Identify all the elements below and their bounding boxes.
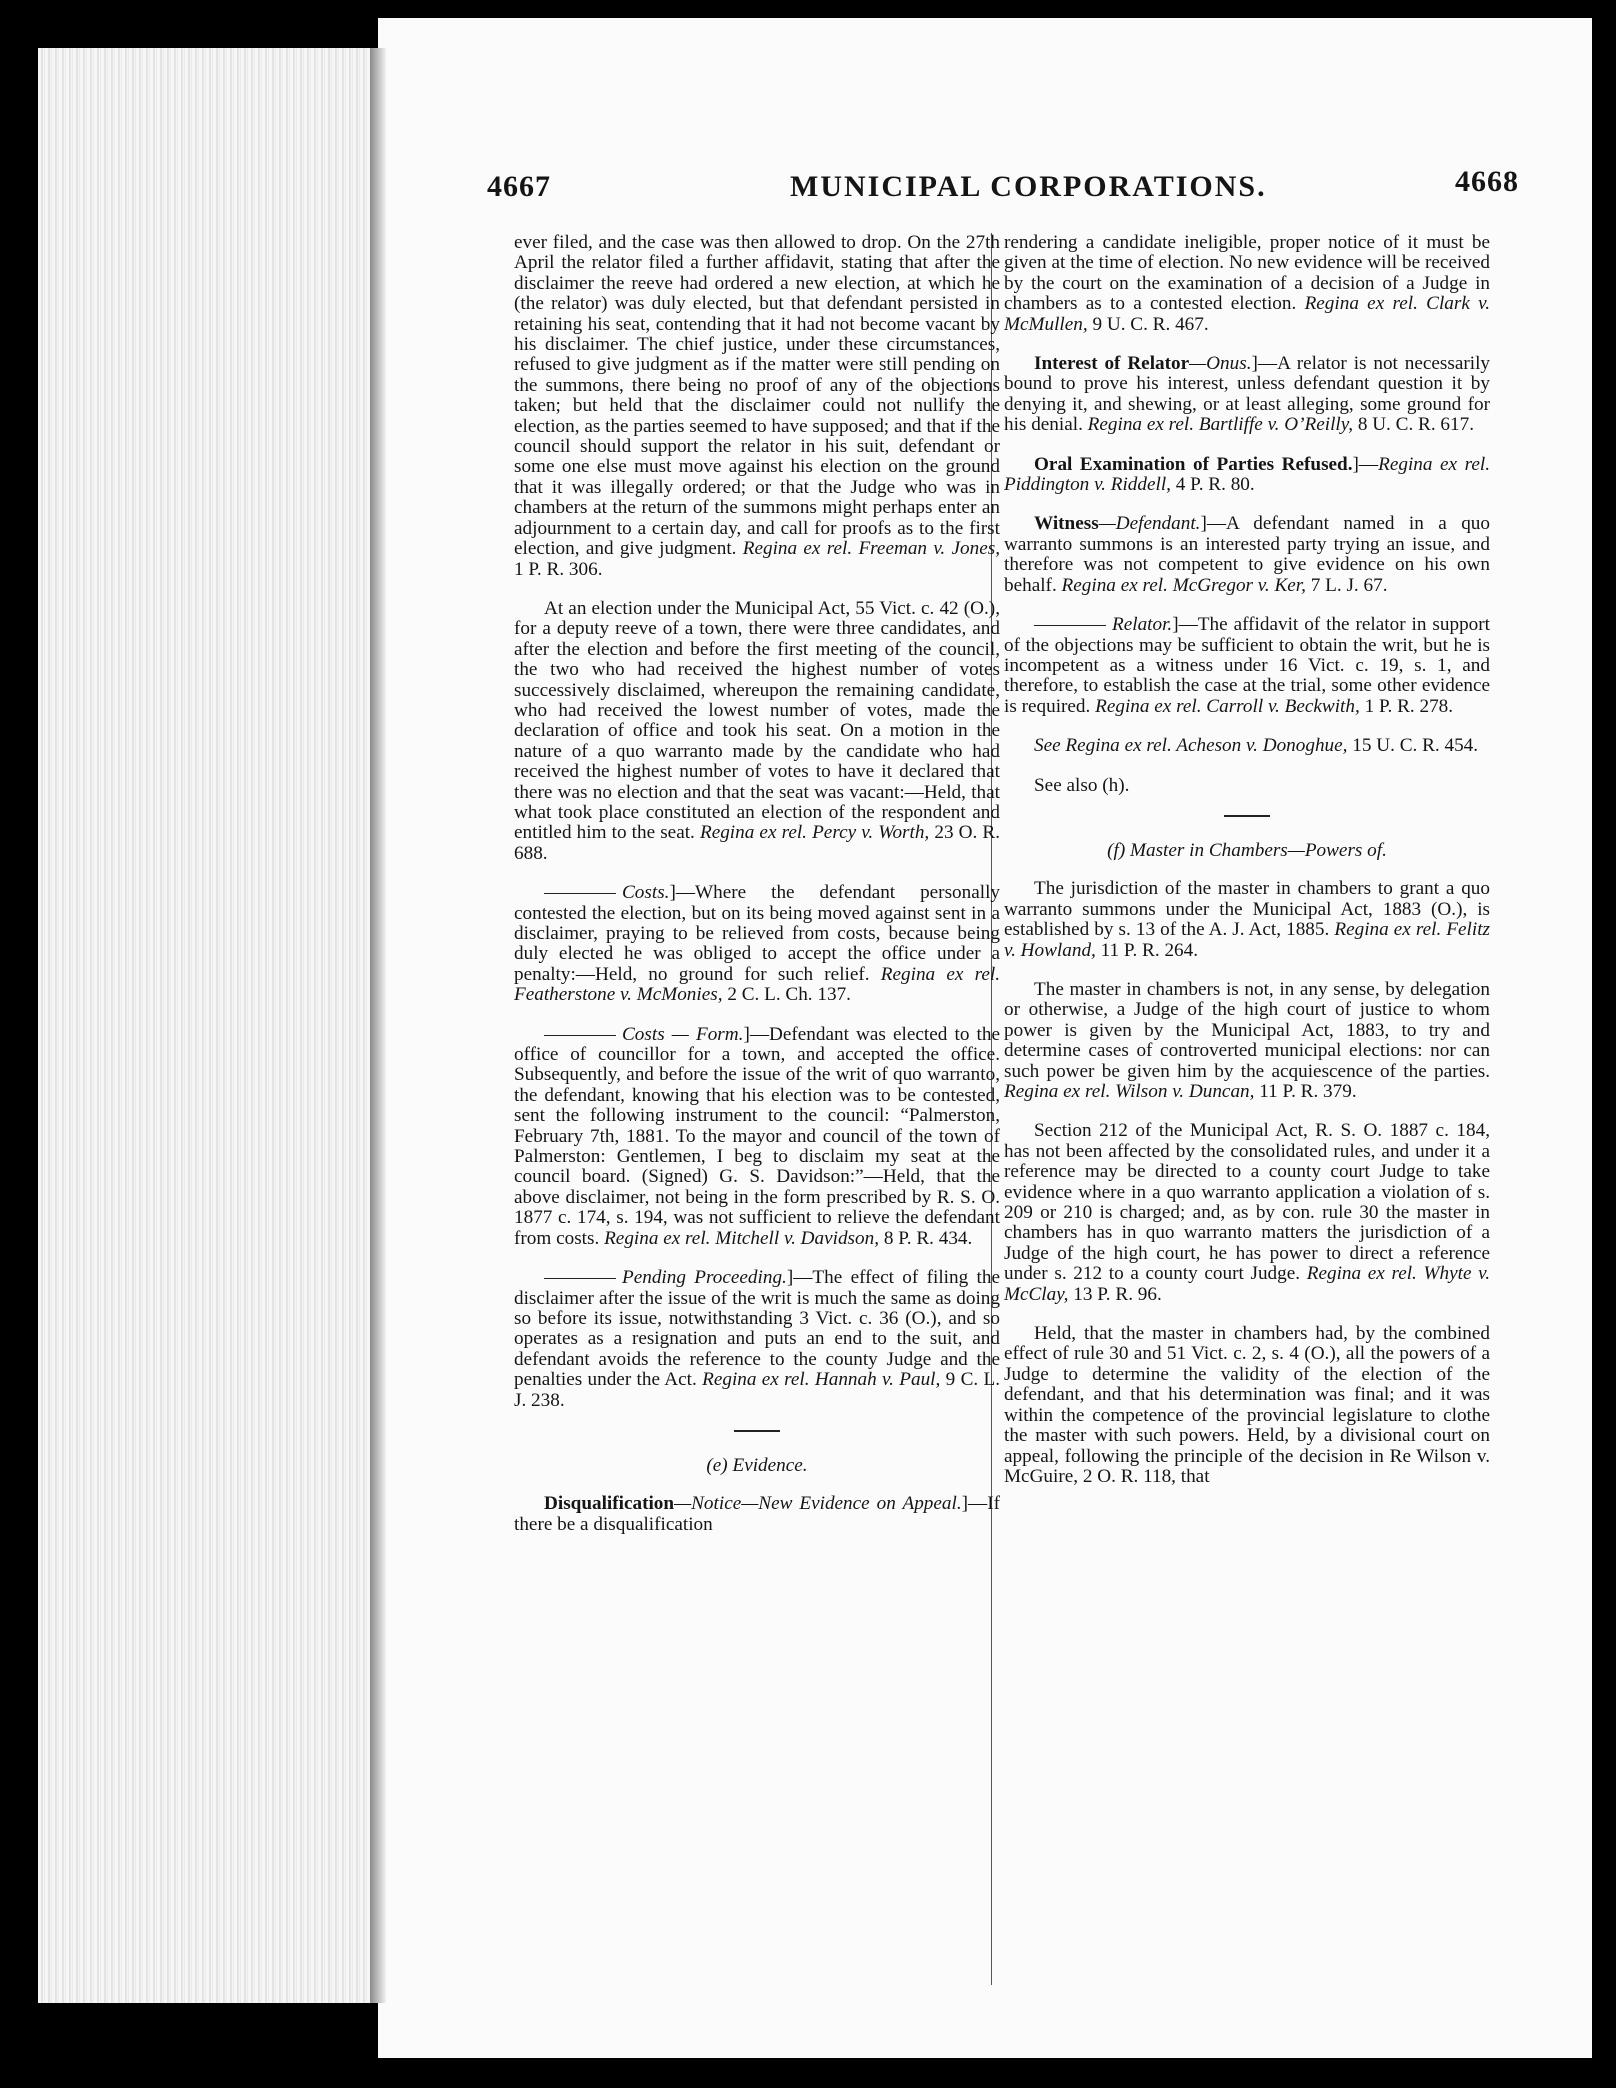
sub-heading: —Onus. [1189,353,1252,375]
citation: Regina ex rel. Bartliffe v. O’Reilly, [1087,414,1354,436]
sub-heading: Relator. [1112,614,1173,636]
page-number-left: 4667 [487,170,551,203]
ditto-dash [1034,625,1106,626]
paragraph [1004,233,1490,335]
cross-reference: See also (h). [1034,774,1130,796]
paragraph [514,883,1000,1005]
citation: Regina ex rel. Whyte v. McClay, [1004,1263,1490,1305]
left-column [514,233,1000,1988]
citation: Regina ex rel. Hannah v. Paul, [702,1369,941,1391]
citation-ref: 1 P. R. 306. [514,558,603,580]
sub-heading: —Notice—New Evidence on Appeal. [674,1493,962,1515]
paragraph [514,1268,1000,1411]
paragraph-text: ]—A defendant named in a quo warranto summons is an interested party trying an issue, and therefore was not competent to give evidence on his own behalf. [1004,513,1490,596]
citation: Regina ex rel. Freeman v. Jones, [742,538,1000,560]
paragraph-text: ]—If there be a disqualification [514,1493,1000,1535]
paragraph [1004,980,1490,1102]
citation: Regina ex rel. Wilson v. Duncan, [1004,1081,1255,1102]
paragraph [1004,455,1490,496]
citation-ref: 8 U. C. R. 617. [1357,414,1475,436]
sub-heading: —Defendant. [1098,513,1201,535]
book-page-edges [38,48,380,2003]
section-heading: (f) Master in Chambers—Powers of. [1107,839,1387,861]
running-head-title: MUNICIPAL CORPORATIONS. [790,170,1267,203]
paragraph-text: ]—A relator is not necessarily bound to prove his interest, unless defendant question it by denying it, and shewing, or at least alleging, some ground for his denial. [1004,353,1490,436]
citation: Regina ex rel. Mitchell v. Davidson, [604,1227,880,1249]
citation: Regina ex rel. Percy v. Worth, [699,822,930,844]
citation-ref: 7 L. J. 67. [1310,574,1388,596]
paragraph [1004,1121,1490,1305]
paragraph-text: ]—The affidavit of the relator in support of the objections may be sufficient to obtain the writ, but he is incompetent as a witness under 16 Vict. c. 19, s. 1, and therefore, to establish the case at the trial, some other evidence is required. [1004,614,1490,717]
topic-heading: Witness [1034,513,1099,535]
citation-ref: 1 P. R. 278. [1364,695,1454,717]
citation: Regina ex rel. Clark v. McMullen, [1004,293,1490,335]
citation: Regina ex rel. Piddington v. Riddell, [1004,453,1490,496]
paragraph-text: rendering a candidate ineligible, proper notice of it must be given at the time of election. No new evidence will be received by the court on the examination of a decision of a Judge in chambers as to a contested election. [1004,233,1490,315]
paragraph-text: The master in chambers is not, in any sense, by delegation or otherwise, a Judge of the high court of justice to whom power is given by the Municipal Act, 1883, to try and determine cases of controverted municipal elections: nor can such power be given him by the acquiescence of the parties. [1004,978,1490,1082]
sub-heading: Costs — Form. [622,1023,744,1045]
section-heading: (e) Evidence. [706,1454,808,1476]
paragraph-text: The jurisdiction of the master in chambers to grant a quo warranto summons under the Municipal Act, 1883 (O.), is established by s. 13 of the A. J. Act, 1885. [1004,878,1490,941]
section-rule [734,1430,780,1432]
ditto-dash [544,893,616,894]
topic-heading: Interest of Relator [1034,353,1190,375]
citation: Regina ex rel. Featherstone v. McMonies, [514,963,1000,1006]
citation-ref: 2 C. L. Ch. 137. [727,984,851,1006]
topic-heading: Disqualification [544,1493,675,1515]
paragraph [1004,776,1490,796]
topic-heading: Oral Examination of Parties Refused. [1034,453,1353,475]
paragraph [1004,736,1490,756]
paragraph [1004,514,1490,596]
citation-ref: 13 P. R. 96. [1073,1283,1162,1305]
citation: Regina ex rel. McGregor v. Ker, [1061,574,1306,596]
citation-ref: 8 P. R. 434. [883,1227,973,1249]
citation-ref: 11 P. R. 379. [1259,1081,1357,1102]
paragraph-text: ever filed, and the case was then allowed to drop. On the 27th April the relator filed a further affidavit, stating that after the disclaimer the reeve had ordered a new election, at which he (the relator) was duly elected, but that defendant persisted in retaining his seat, contending that it had not become vacant by his disclaimer. The chief justice, under these circumstances, refused to give judgment as if the matter were still pending on the summons, there being no proof of any of the objections taken; but held that the disclaimer could not nullify the election, as the parties seemed to have supposed; and that if the council should support the relator in his suit, defendant or some one else must move against his election on the ground that it was illegally ordered; or that the Judge who was in chambers at the return of the summons might perhaps enter an adjournment to a certain day, and call for proofs as to the first election, and give judgment. [514,233,1000,560]
paragraph [1004,879,1490,961]
paragraph [514,599,1000,864]
citation-ref: 9 C. L. J. 238. [514,1369,1000,1411]
paragraph-text: ]— [1352,453,1379,475]
ditto-dash [544,1278,616,1279]
paragraph [1004,615,1490,717]
page-number-right: 4668 [1455,165,1519,198]
paragraph-text: Held, that the master in chambers had, by the combined effect of rule 30 and 51 Vict. c. 2, s. 4 (O.), all the powers of a Judge to determine the validity of the election of the defendant, and that his determination was final; and it was within the competence of the provincial legislature to clothe the master with such powers. Held, by a divisional court on appeal, following the principle of the decision in Re Wilson v. McGuire, 2 O. R. 118, that [1004,1323,1490,1487]
citation-ref: 9 U. C. R. 467. [1092,313,1209,335]
paragraph [514,1025,1000,1249]
citation-ref: 4 P. R. 80. [1175,474,1255,496]
paragraph-text: ]—The effect of filing the disclaimer after the issue of the writ is much the same as doing so before its issue, notwithstanding 3 Vict. c. 36 (O.), and so operates as a resignation and puts an end to the suit, and defendant avoids the reference to the county Judge and the penalties under the Act. [514,1267,1000,1391]
right-column [1004,233,1490,1988]
citation-ref: 15 U. C. R. 454. [1352,735,1479,757]
ditto-dash [544,1035,616,1036]
section-rule [1224,815,1270,817]
gutter-shadow [370,48,386,2003]
paragraph [1004,354,1490,436]
paragraph-text: At an election under the Municipal Act, 55 Vict. c. 42 (O.), for a deputy reeve of a town, there were three candidates, and after the election and before the first meeting of the council, the two who had received the highest number of votes successively disclaimed, whereupon the remaining candidate, who had received the lowest number of votes, made the declaration of office and took his seat. On a motion in the nature of a quo warranto made by the candidate who had received the highest number of votes to have it declared that there was no election and that the seat was vacant:—Held, that what took place constituted an election of the respondent and entitled him to the seat. [514,597,1000,844]
paragraph-text: ]—Defendant was elected to the office of councillor for a town, and accepted the office. Subsequently, and before the issue of the writ of quo warranto, the defendant, knowing that his election was to be contested, sent the following instrument to the council: “Palmerston, February 7th, 1881. To the mayor and council of the town of Palmerston: Gentlemen, I beg to disclaim my seat at the council board. (Signed) G. S. Davidson:”—Held, that the above disclaimer, not being in the form prescribed by R. S. O. 1877 c. 174, s. 194, was not sufficient to relieve the defendant from costs. [514,1023,1000,1249]
citation-ref: 23 O. R. 688. [514,822,1000,864]
sub-heading: Pending Proceeding. [622,1267,787,1289]
citation: Regina ex rel. Felitz v. Howland, [1004,919,1490,961]
citation-ref: 11 P. R. 264. [1100,939,1199,961]
sub-heading: Costs. [622,882,670,904]
paragraph [1004,1324,1490,1487]
citation: Regina ex rel. Carroll v. Beckwith, [1095,695,1360,717]
paragraph-text: ]—Where the defendant personally contested the election, but on its being moved against sent in a disclaimer, praying to be relieved from costs, because being duly elected he was obliged to accept the office under a penalty:—Held, no ground for such relief. [514,882,1000,985]
citation: See Regina ex rel. Acheson v. Donoghue, [1034,735,1348,757]
paragraph [514,1494,1000,1535]
paragraph-text: Section 212 of the Municipal Act, R. S. O. 1887 c. 184, has not been affected by the consolidated rules, and under it a reference may be directed to a county court Judge to take evidence where in a quo warranto application a violation of s. 209 or 210 is charged; and, as by con. rule 30 the master in chambers has in quo warranto matters the jurisdiction of a Judge of the high court, he has power to direct a reference under s. 212 to a county court Judge. [1004,1120,1490,1285]
paragraph [514,233,1000,580]
